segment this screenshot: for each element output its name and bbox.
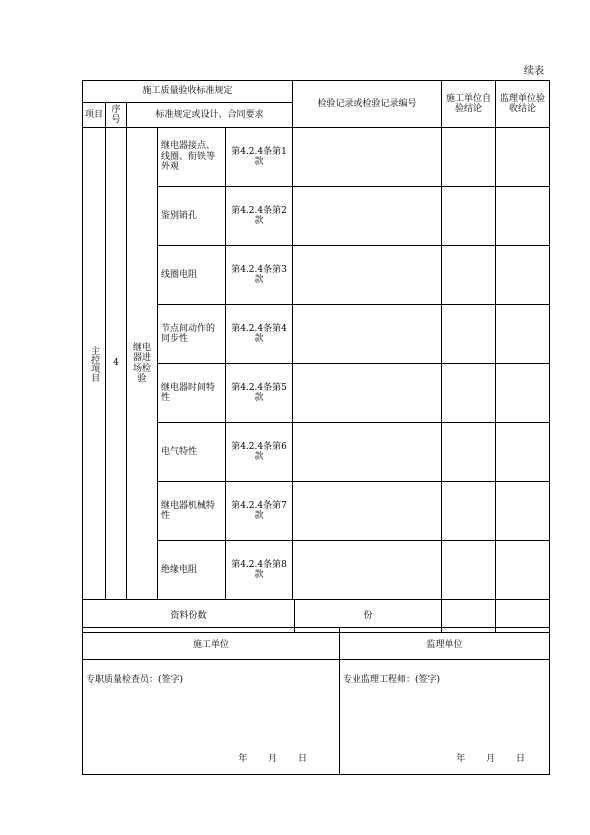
doc-count-label: 资料份数: [83, 600, 295, 632]
month-label: 月: [486, 754, 498, 764]
row-clause: 第4.2.4条第4款: [226, 305, 293, 364]
row-item: 鉴别销孔: [158, 187, 226, 246]
row-clause: 第4.2.4条第1款: [226, 128, 293, 187]
contractor-unit-header: 施工单位: [83, 628, 340, 660]
day-label: 日: [297, 754, 309, 764]
row-contractor-conclusion[interactable]: [442, 305, 496, 364]
row-item: 继电器接点、线圈、衔铁等外观: [158, 128, 226, 187]
row-clause: 第4.2.4条第7款: [226, 482, 293, 541]
row-record[interactable]: [293, 541, 442, 600]
row-contractor-conclusion[interactable]: [442, 246, 496, 305]
row-record[interactable]: [293, 128, 442, 187]
seq-cell: 4: [106, 128, 127, 600]
row-supervisor-conclusion[interactable]: [496, 364, 550, 423]
row-record[interactable]: [293, 364, 442, 423]
row-contractor-conclusion[interactable]: [442, 541, 496, 600]
row-clause: 第4.2.4条第5款: [226, 364, 293, 423]
row-clause: 第4.2.4条第8款: [226, 541, 293, 600]
row-record[interactable]: [293, 246, 442, 305]
col-seq-header: 序号: [106, 103, 127, 128]
continued-label: 续表: [524, 66, 544, 77]
row-item: 继电器时间特性: [158, 364, 226, 423]
row-record[interactable]: [293, 482, 442, 541]
row-supervisor-conclusion[interactable]: [496, 128, 550, 187]
row-supervisor-conclusion[interactable]: [496, 246, 550, 305]
row-contractor-conclusion[interactable]: [442, 187, 496, 246]
doc-count-unit[interactable]: 份: [363, 610, 373, 621]
supervisor-engineer-label: 专业监理工程师：(签字): [343, 675, 441, 685]
row-record[interactable]: [293, 423, 442, 482]
row-clause: 第4.2.4条第2款: [226, 187, 293, 246]
row-item: 线圈电阻: [158, 246, 226, 305]
row-contractor-conclusion[interactable]: [442, 128, 496, 187]
row-supervisor-conclusion[interactable]: [496, 305, 550, 364]
row-clause: 第4.2.4条第6款: [226, 423, 293, 482]
row-supervisor-conclusion[interactable]: [496, 541, 550, 600]
row-contractor-conclusion[interactable]: [442, 423, 496, 482]
year-label: 年: [456, 754, 468, 764]
col-requirement-header: 标准规定或设计、合同要求: [127, 103, 293, 128]
contractor-inspector-label: 专职质量检查员：(签字): [86, 675, 184, 685]
year-label: 年: [238, 754, 250, 764]
row-item: 绝缘电阻: [158, 541, 226, 600]
supervisor-signature-cell[interactable]: [340, 660, 550, 775]
supervisor-conclusion-header: 监理单位验收结论: [496, 81, 550, 128]
signature-table: [82, 627, 550, 775]
row-clause: 第4.2.4条第3款: [226, 246, 293, 305]
row-record[interactable]: [293, 305, 442, 364]
supervisor-unit-header: 监理单位: [340, 628, 550, 660]
category-label: 主控项目: [89, 345, 100, 382]
month-label: 月: [268, 754, 280, 764]
row-contractor-conclusion[interactable]: [442, 364, 496, 423]
supervisor-sign-date: [442, 751, 527, 764]
row-item: 电气特性: [158, 423, 226, 482]
contractor-signature-cell[interactable]: [83, 660, 340, 775]
contractor-sign-date: [224, 751, 309, 764]
contractor-conclusion-header: 施工单位自验结论: [442, 81, 496, 128]
standard-group-header: 施工质量验收标准规定: [83, 81, 293, 103]
category-cell: [83, 128, 106, 600]
row-contractor-conclusion[interactable]: [442, 482, 496, 541]
record-header: 检验记录或检验记录编号: [293, 81, 442, 128]
inspection-table: [82, 80, 550, 633]
day-label: 日: [515, 754, 527, 764]
row-item: 节点间动作的同步性: [158, 305, 226, 364]
col-item-header: 项目: [83, 103, 106, 128]
row-item: 继电器机械特性: [158, 482, 226, 541]
row-supervisor-conclusion[interactable]: [496, 482, 550, 541]
row-supervisor-conclusion[interactable]: [496, 187, 550, 246]
inspection-cell: 继电器进场检验: [127, 128, 158, 600]
row-supervisor-conclusion[interactable]: [496, 423, 550, 482]
row-record[interactable]: [293, 187, 442, 246]
